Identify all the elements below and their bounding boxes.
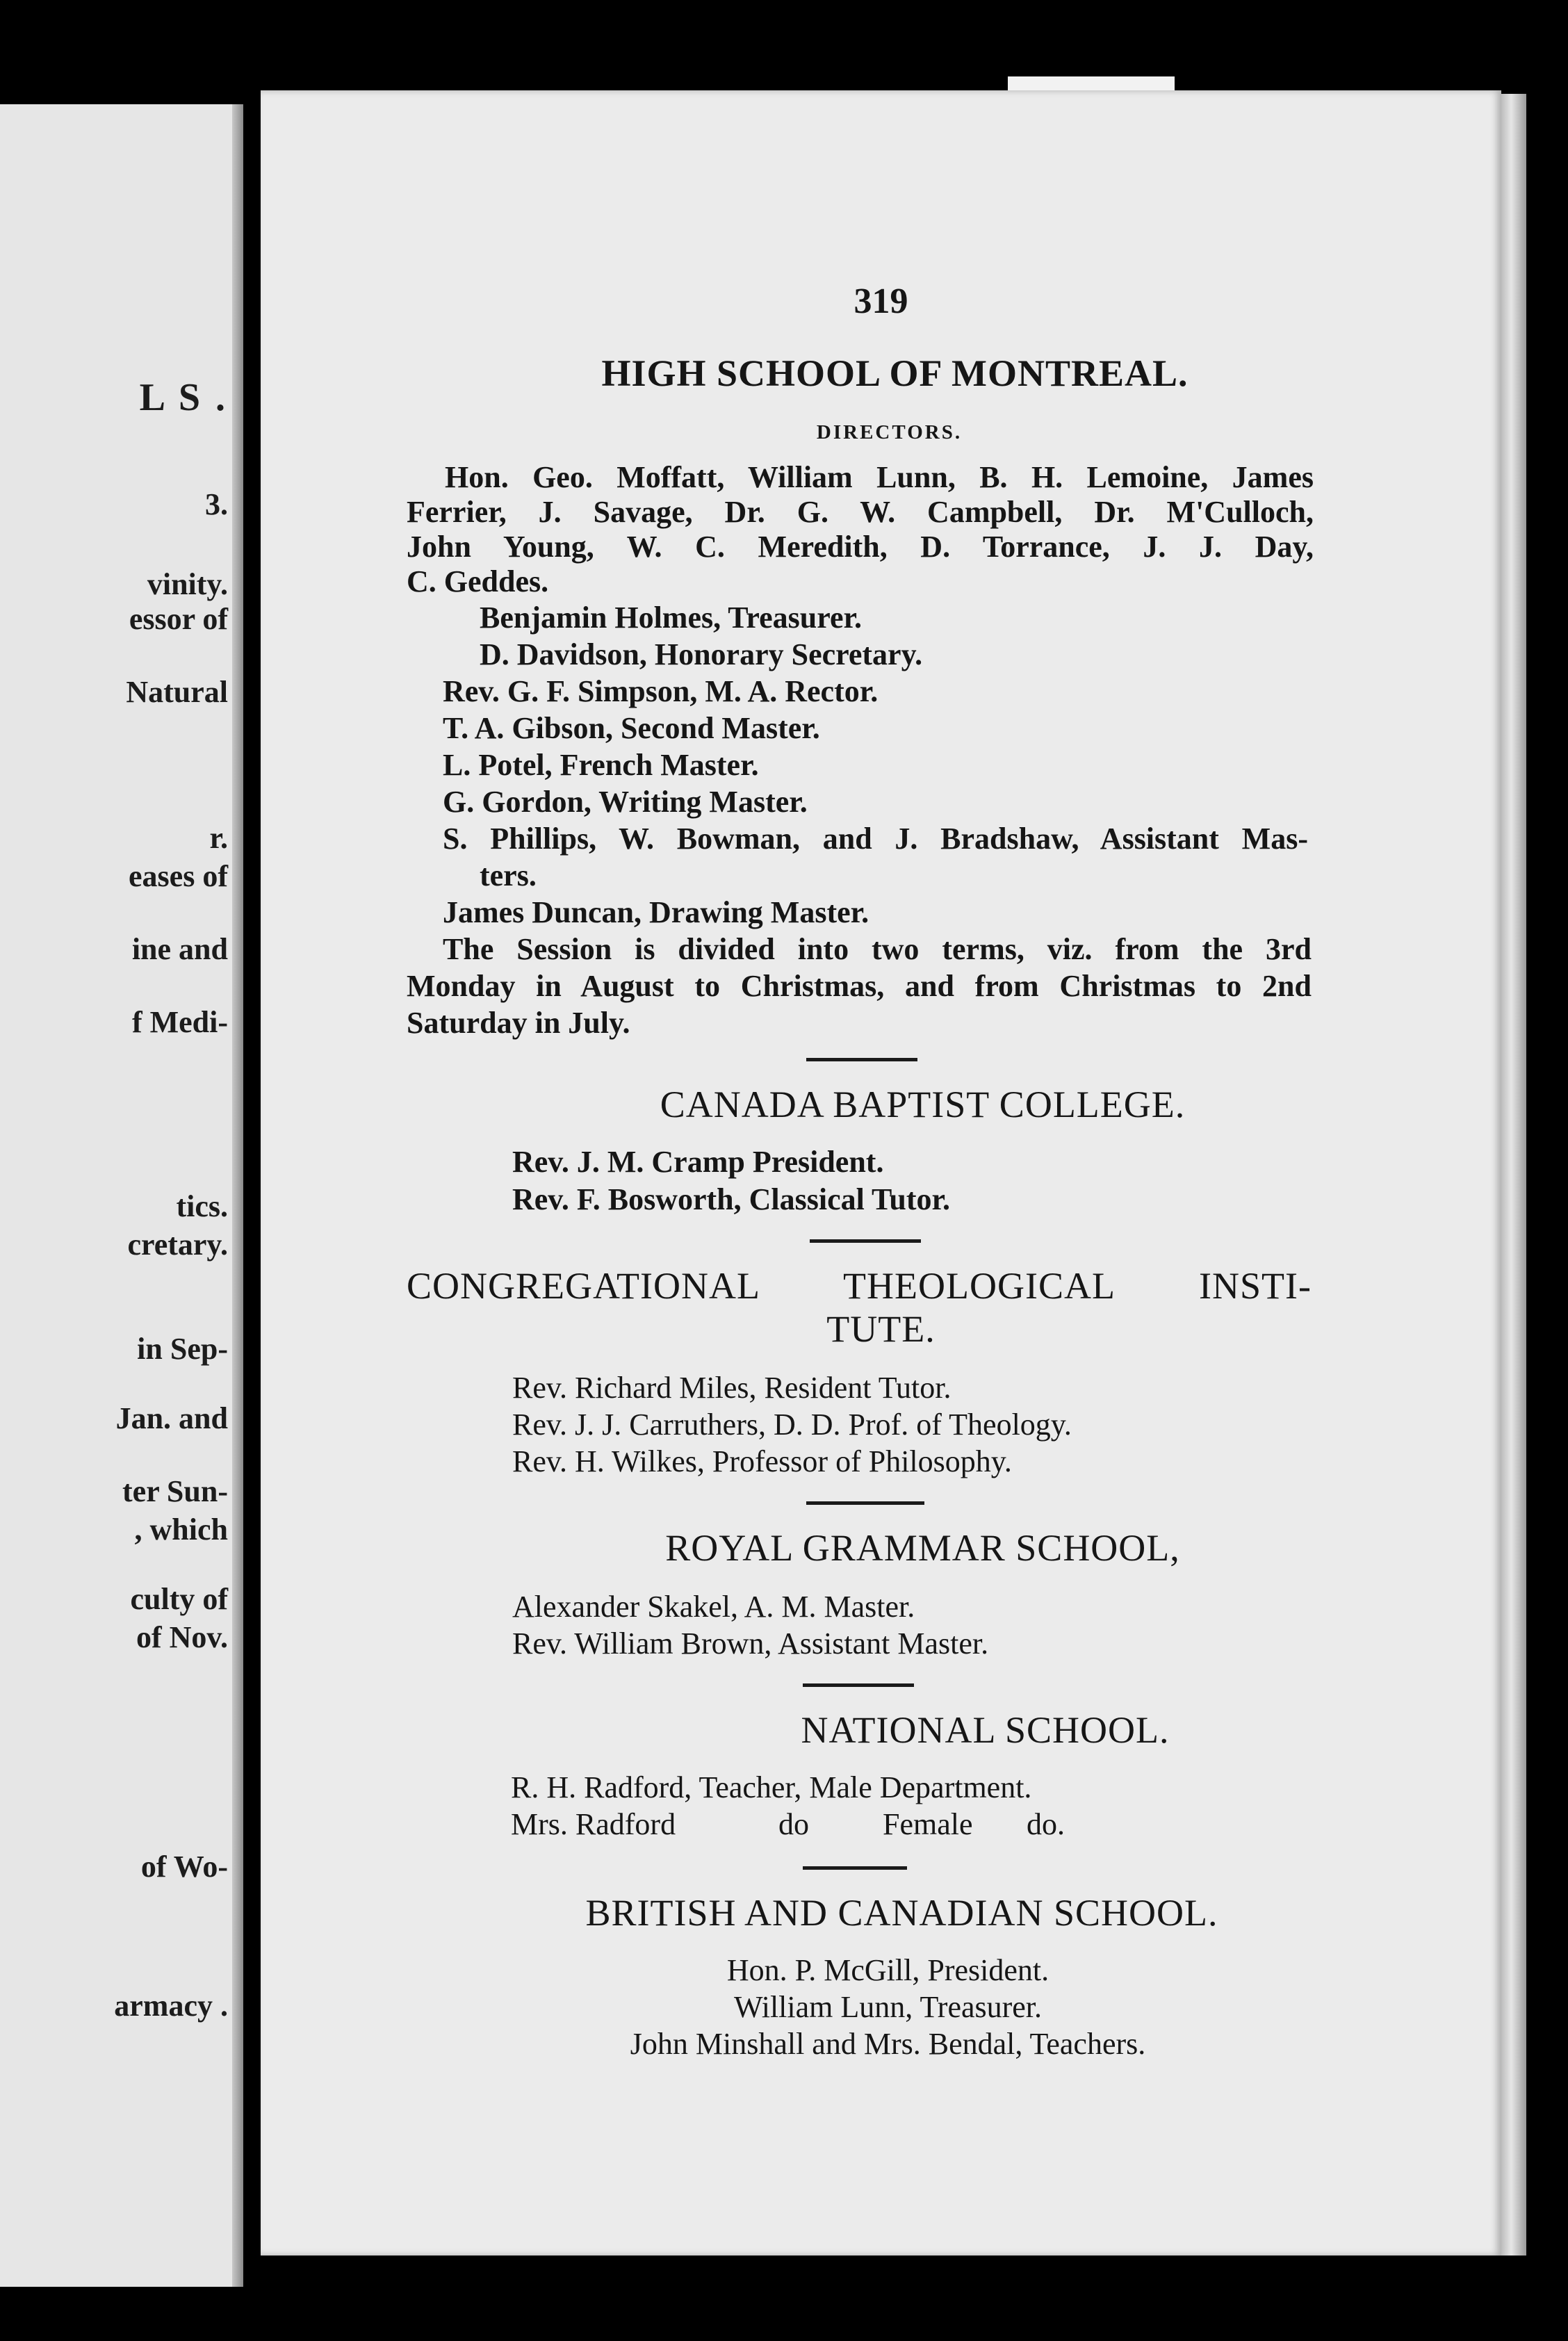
section-title-royal-grammar: ROYAL GRAMMAR SCHOOL, bbox=[665, 1527, 1180, 1569]
staff-line: James Duncan, Drawing Master. bbox=[443, 895, 869, 929]
directors-line: Ferrier, J. Savage, Dr. G. W. Campbell, Dr. M'Culloch, bbox=[407, 495, 1314, 529]
section-divider bbox=[803, 1866, 907, 1870]
congregational-line: Rev. J. J. Carruthers, D. D. Prof. of Theology. bbox=[512, 1408, 1072, 1442]
book-page bbox=[261, 90, 1501, 2256]
facing-text-fragment: ine and bbox=[131, 932, 228, 966]
section-divider bbox=[806, 1501, 924, 1505]
facing-text-fragment: f Medi- bbox=[131, 1005, 228, 1039]
session-line: The Session is divided into two terms, viz. from the 3rd bbox=[443, 932, 1312, 966]
national-school-name: Mrs. Radford bbox=[511, 1807, 676, 1841]
british-canadian-line: Hon. P. McGill, President. bbox=[726, 1953, 1050, 1987]
facing-text-fragment: Jan. and bbox=[115, 1401, 228, 1435]
page-number: 319 bbox=[854, 282, 908, 321]
facing-text-fragment: vinity. bbox=[147, 567, 228, 601]
staff-line: ters. bbox=[480, 858, 537, 892]
baptist-line: Rev. J. M. Cramp President. bbox=[512, 1145, 884, 1179]
facing-page bbox=[0, 104, 243, 2287]
facing-text-fragment: L S . bbox=[139, 376, 228, 419]
section-title-high-school: HIGH SCHOOL OF MONTREAL. bbox=[601, 352, 1189, 394]
directors-line: C. Geddes. bbox=[407, 564, 549, 598]
facing-text-fragment: Natural bbox=[126, 675, 228, 709]
section-title-british-canadian: BRITISH AND CANADIAN SCHOOL. bbox=[585, 1892, 1218, 1934]
section-divider bbox=[803, 1683, 914, 1687]
national-school-ditto: do. bbox=[1027, 1807, 1065, 1841]
directors-line: Hon. Geo. Moffatt, William Lunn, B. H. Lemoine, James bbox=[445, 460, 1314, 494]
facing-text-fragment: eases of bbox=[129, 859, 228, 893]
royal-grammar-line: Rev. William Brown, Assistant Master. bbox=[512, 1626, 989, 1661]
facing-text-fragment: ter Sun- bbox=[122, 1474, 228, 1508]
page-gutter bbox=[232, 104, 243, 2287]
officer-line: Benjamin Holmes, Treasurer. bbox=[480, 601, 862, 635]
facing-text-fragment: of Nov. bbox=[136, 1620, 228, 1654]
facing-text-fragment: in Sep- bbox=[137, 1332, 228, 1366]
page-edge bbox=[1501, 94, 1526, 2256]
section-title-congregational: CONGREGATIONAL THEOLOGICAL INSTI- bbox=[407, 1265, 1312, 1307]
congregational-line: Rev. Richard Miles, Resident Tutor. bbox=[512, 1371, 952, 1405]
section-divider bbox=[810, 1239, 921, 1243]
staff-line: L. Potel, French Master. bbox=[443, 748, 759, 782]
directors-heading: DIRECTORS. bbox=[816, 421, 963, 443]
facing-text-fragment: essor of bbox=[129, 602, 228, 636]
national-school-line: R. H. Radford, Teacher, Male Department. bbox=[511, 1770, 1032, 1804]
royal-grammar-line: Alexander Skakel, A. M. Master. bbox=[512, 1590, 915, 1624]
officer-line: D. Davidson, Honorary Secretary. bbox=[480, 637, 923, 671]
congregational-line: Rev. H. Wilkes, Professor of Philosophy. bbox=[512, 1444, 1012, 1478]
national-school-dept: Female bbox=[883, 1807, 973, 1841]
facing-text-fragment: culty of bbox=[130, 1582, 228, 1616]
section-divider bbox=[806, 1058, 917, 1061]
session-line: Monday in August to Christmas, and from Christmas to 2nd bbox=[407, 969, 1312, 1003]
facing-text-fragment: tics. bbox=[176, 1189, 228, 1223]
facing-text-fragment: cretary. bbox=[127, 1227, 228, 1262]
facing-text-fragment: armacy . bbox=[114, 1989, 228, 2023]
session-line: Saturday in July. bbox=[407, 1006, 630, 1040]
british-canadian-line: John Minshall and Mrs. Bendal, Teachers. bbox=[630, 2027, 1146, 2061]
national-school-ditto: do bbox=[778, 1807, 809, 1841]
section-title-congregational-cont: TUTE. bbox=[826, 1308, 936, 1350]
section-title-national-school: NATIONAL SCHOOL. bbox=[801, 1709, 1170, 1751]
facing-text-fragment: r. bbox=[209, 821, 228, 855]
staff-line: T. A. Gibson, Second Master. bbox=[443, 711, 820, 745]
british-canadian-line: William Lunn, Treasurer. bbox=[733, 1990, 1043, 2024]
section-title-baptist-college: CANADA BAPTIST COLLEGE. bbox=[660, 1084, 1186, 1125]
staff-line: S. Phillips, W. Bowman, and J. Bradshaw, Assistant Mas- bbox=[443, 822, 1308, 856]
baptist-line: Rev. F. Bosworth, Classical Tutor. bbox=[512, 1182, 950, 1216]
facing-text-fragment: , which bbox=[134, 1512, 228, 1547]
staff-line: G. Gordon, Writing Master. bbox=[443, 785, 808, 819]
facing-text-fragment: 3. bbox=[205, 487, 228, 521]
staff-line: Rev. G. F. Simpson, M. A. Rector. bbox=[443, 674, 879, 708]
directors-line: John Young, W. C. Meredith, D. Torrance, J. J. Day, bbox=[407, 530, 1314, 564]
facing-text-fragment: of Wo- bbox=[140, 1850, 228, 1884]
